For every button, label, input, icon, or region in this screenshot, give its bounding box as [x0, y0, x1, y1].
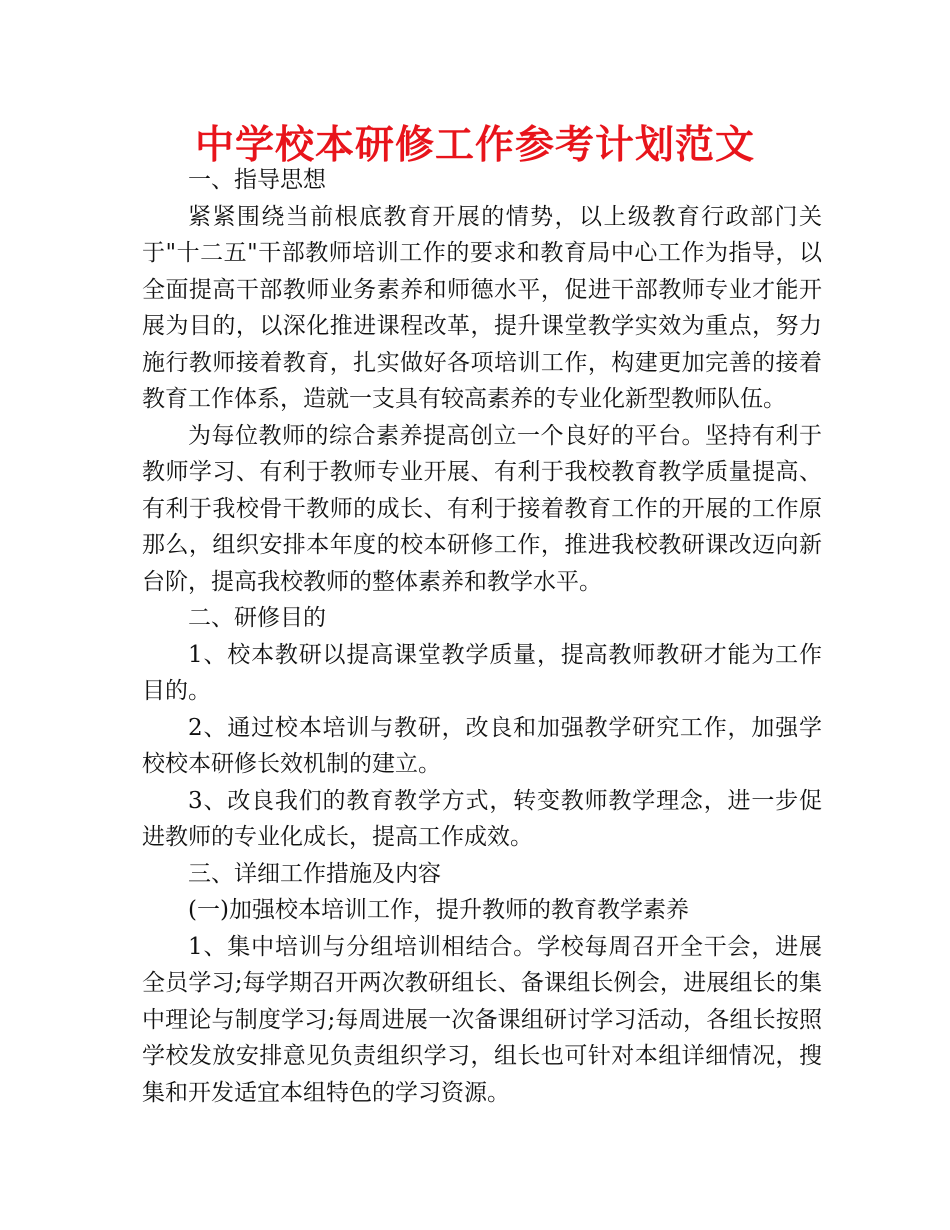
section-heading-training-goals: 二、研修目的: [188, 605, 326, 631]
list-item-goal-3: 3、改良我们的教育教学方式，转变教师教学理念，进一步促进教师的专业化成长，提高工作成效。: [142, 787, 822, 850]
document-body: [142, 162, 822, 1111]
subsection-heading-school-training: (一)加强校本培训工作，提升教师的教育教学素养: [188, 897, 689, 923]
section-heading-guiding-ideology: 一、指导思想: [188, 167, 326, 193]
section-heading-measures: 三、详细工作措施及内容: [188, 860, 441, 887]
list-item-measure-1: 1、集中培训与分组培训相结合。学校每周召开全干会，进展全员学习;每学期召开两次教研组长、备课组长例会，进展组长的集中理论与制度学习;每周进展一次备课组研讨学习活动，各组长按照学校发放安排意见负责组织学习，组长也可针对本组详细情况，搜集和开发适宜本组特色的学习资源。: [142, 933, 822, 1106]
list-item-goal-2: 2、通过校本培训与教研，改良和加强教学研究工作，加强学校校本研修长效机制的建立。: [142, 714, 822, 777]
paragraph-platform: 为每位教师的综合素养提高创立一个良好的平台。坚持有利于教师学习、有利于教师专业开展、有利于我校教育教学质量提高、有利于我校骨干教师的成长、有利于接着教育工作的开展的工作原那么，组织安排本年度的校本研修工作，推进我校教研课改迈向新台阶，提高我校教师的整体素养和教学水平。: [142, 422, 822, 595]
list-item-goal-1: 1、校本教研以提高课堂教学质量，提高教师教研才能为工作目的。: [142, 641, 822, 704]
paragraph-guiding-ideology: 紧紧围绕当前根底教育开展的情势，以上级教育行政部门关于"十二五"干部教师培训工作的要求和教育局中心工作为指导，以全面提高干部教师业务素养和师德水平，促进干部教师专业才能开展为目的，以深化推进课程改革，提升课堂教学实效为重点，努力施行教师接着教育，扎实做好各项培训工作，构建更加完善的接着教育工作体系，造就一支具有较高素养的专业化新型教师队伍。: [142, 203, 822, 412]
document-title: 中学校本研修工作参考计划范文: [194, 123, 755, 168]
